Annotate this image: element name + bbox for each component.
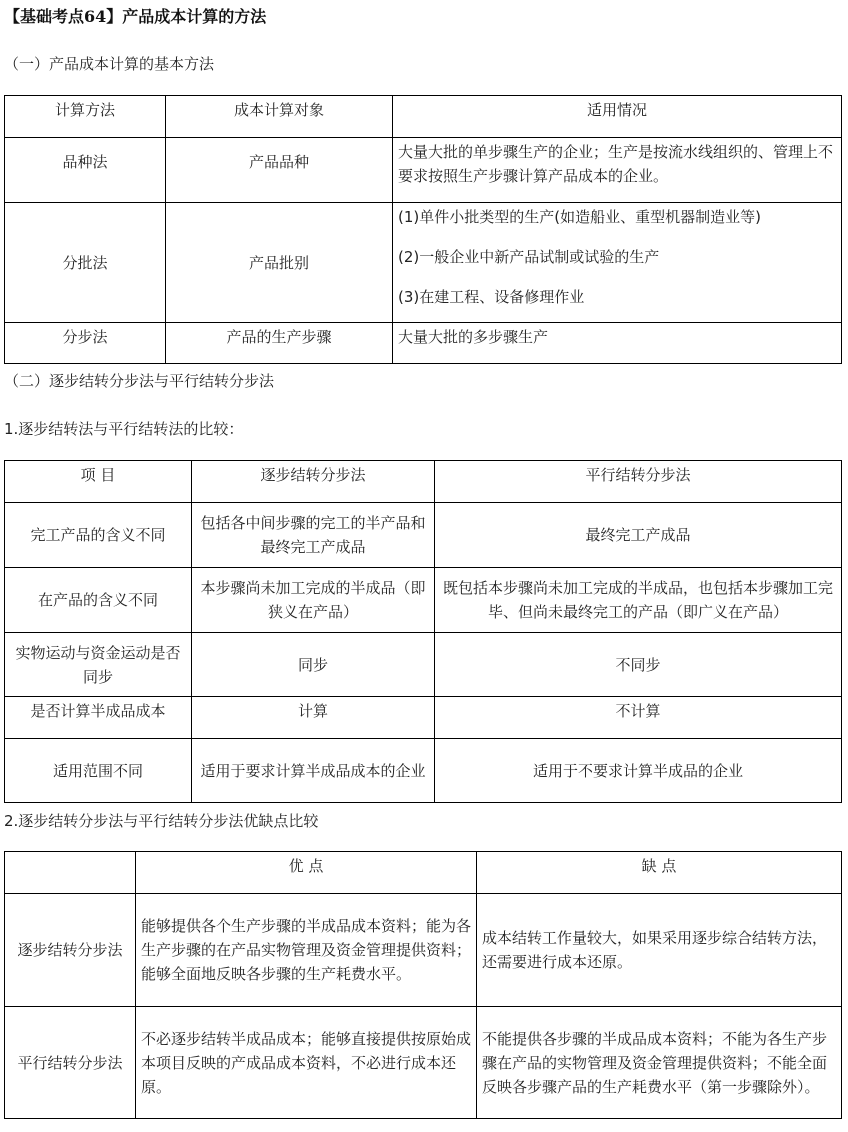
- step-cell: 计算: [192, 697, 435, 739]
- pros-cell: 不必逐步结转半成品成本；能够直接提供按原始成本项目反映的产成品成本资料，不必进行成本还原。: [136, 1007, 477, 1119]
- usage-text: (2)一般企业中新产品试制或试验的生产: [398, 248, 660, 266]
- page-title: 【基础考点64】产品成本计算的方法: [4, 7, 267, 26]
- object-cell: 产品品种: [166, 138, 393, 203]
- table-row: [5, 568, 842, 633]
- table-row: [5, 1007, 842, 1119]
- usage-cell: [393, 203, 842, 323]
- usage-cell: [393, 323, 842, 364]
- method-cell: 逐步结转分步法: [5, 894, 136, 1007]
- usage-text: 大量大批的多步骤生产: [398, 328, 549, 346]
- parallel-cell: 既包括本步骤尚未加工完成的半成品，也包括本步骤加工完毕、但尚未最终完工的产品（即广义在产品）: [435, 568, 842, 633]
- step-cell: 适用于要求计算半成品成本的企业: [192, 739, 435, 803]
- step-cell: 本步骤尚未加工完成的半成品（即狭义在产品）: [192, 568, 435, 633]
- section-heading-2: （二）逐步结转分步法与平行结转分步法: [4, 372, 275, 390]
- item-cell: 适用范围不同: [5, 739, 192, 803]
- table-row: [5, 633, 842, 697]
- step-cell: 包括各中间步骤的完工的半产品和最终完工产成品: [192, 503, 435, 568]
- parallel-cell: 不同步: [435, 633, 842, 697]
- table-row: [5, 503, 842, 568]
- header-cell: 逐步结转分步法: [192, 461, 435, 503]
- cons-cell: 成本结转工作量较大，如果采用逐步综合结转方法，还需要进行成本还原。: [477, 894, 842, 1007]
- object-cell: 产品的生产步骤: [166, 323, 393, 364]
- object-cell: 产品批别: [166, 203, 393, 323]
- method-cell: 分步法: [5, 323, 166, 364]
- usage-text: (1)单件小批类型的生产(如造船业、重型机器制造业等): [398, 208, 761, 226]
- header-cell: 缺 点: [477, 852, 842, 894]
- usage-text: (3)在建工程、设备修理作业: [398, 288, 585, 306]
- header-cell: [5, 852, 136, 894]
- item-cell: 是否计算半成品成本: [5, 697, 192, 739]
- item-cell: 在产品的含义不同: [5, 568, 192, 633]
- method-cell: 分批法: [5, 203, 166, 323]
- step-cell: 同步: [192, 633, 435, 697]
- comparison-table: [4, 460, 842, 803]
- table-row: [5, 138, 842, 203]
- methods-table: [4, 95, 842, 364]
- usage-cell: [393, 138, 842, 203]
- cons-cell: 不能提供各步骤的半成品成本资料；不能为各生产步骤在产品的实物管理及资金管理提供资料；不能全面反映各步骤产品的生产耗费水平（第一步骤除外）。: [477, 1007, 842, 1119]
- parallel-cell: 适用于不要求计算半成品的企业: [435, 739, 842, 803]
- pros-cell: 能够提供各个生产步骤的半成品成本资料；能为各生产步骤的在产品实物管理及资金管理提供资料；能够全面地反映各步骤的生产耗费水平。: [136, 894, 477, 1007]
- method-cell: 平行结转分步法: [5, 1007, 136, 1119]
- header-cell: 项 目: [5, 461, 192, 503]
- parallel-cell: 不计算: [435, 697, 842, 739]
- section-heading-1: （一）产品成本计算的基本方法: [4, 55, 215, 73]
- header-cell: 平行结转分步法: [435, 461, 842, 503]
- table-row: [5, 894, 842, 1007]
- header-cell: 适用情况: [393, 96, 842, 138]
- item-cell: 实物运动与资金运动是否同步: [5, 633, 192, 697]
- table-row: [5, 323, 842, 364]
- subheading-2: 2.逐步结转分步法与平行结转分步法优缺点比较: [4, 812, 319, 830]
- table-row: [5, 739, 842, 803]
- pros-cons-table: [4, 851, 842, 1119]
- parallel-cell: 最终完工产成品: [435, 503, 842, 568]
- subheading-1: 1.逐步结转法与平行结转法的比较：: [4, 420, 244, 438]
- header-cell: 计算方法: [5, 96, 166, 138]
- header-cell: 优 点: [136, 852, 477, 894]
- usage-text: 大量大批的单步骤生产的企业；生产是按流水线组织的、管理上不要求按照生产步骤计算产品成本的企业。: [398, 143, 834, 185]
- table-row: [5, 203, 842, 323]
- table-row: [5, 697, 842, 739]
- header-cell: 成本计算对象: [166, 96, 393, 138]
- method-cell: 品种法: [5, 138, 166, 203]
- item-cell: 完工产品的含义不同: [5, 503, 192, 568]
